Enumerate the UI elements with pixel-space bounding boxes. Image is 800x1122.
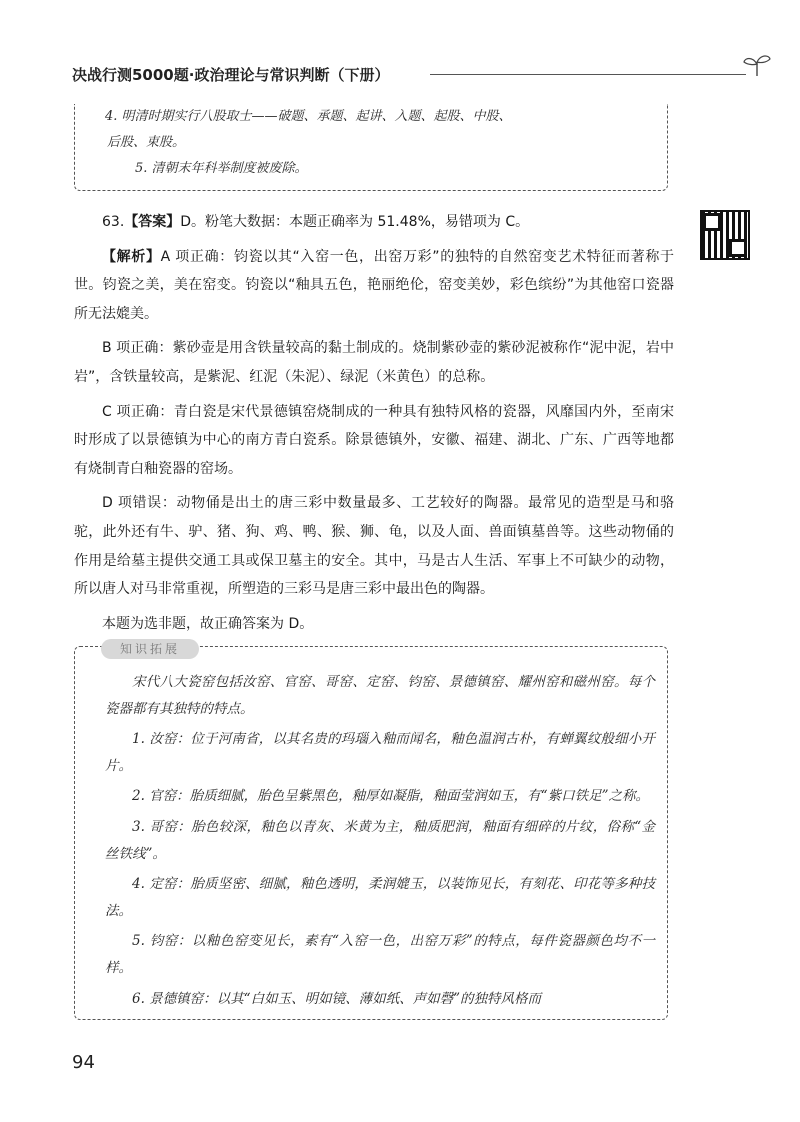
knowledge-badge: 知识拓展 bbox=[101, 639, 199, 659]
knowledge-paragraph: 4. 定窑：胎质坚密、细腻，釉色透明，柔润媲玉，以装饰见长，有刻花、印花等多种技法。 bbox=[105, 876, 655, 919]
page-number: 94 bbox=[72, 1052, 95, 1073]
top-box-line: 后股、束股。 bbox=[107, 135, 186, 150]
knowledge-paragraph: 3. 哥窑：胎色较深，釉色以青灰、米黄为主，釉质肥润，釉面有细碎的片纹，俗称“金丝铁线”。 bbox=[105, 818, 655, 862]
qr-code[interactable] bbox=[700, 210, 750, 260]
answer-line bbox=[74, 208, 674, 237]
knowledge-paragraph: 5. 钧窑：以釉色窑变见长，素有“入窑一色，出窑万彩”的特点，每件瓷器颜色均不一样。 bbox=[105, 933, 655, 976]
conclusion-paragraph: 本题为选非题，故正确答案为 D。 bbox=[102, 615, 314, 632]
top-box-line: 4. 明清时期实行八股取士——破题、承题、起讲、入题、起股、中股、 bbox=[105, 109, 512, 124]
knowledge-paragraph: 2. 官窑：胎质细腻，胎色呈紫黑色，釉厚如凝脂，釉面莹润如玉，有“紫口铁足”之称。 bbox=[132, 788, 649, 805]
header-title: 决战行测5000题·政治理论与常识判断（下册） bbox=[72, 66, 390, 84]
top-notes-box bbox=[74, 104, 668, 191]
knowledge-paragraph: 宋代八大瓷窑包括汝窑、官窑、哥窑、定窑、钧窑、景德镇窑、耀州窑和磁州窑。每个瓷器都有其独特的特点。 bbox=[105, 674, 655, 717]
analysis-text: A 项正确：钧瓷以其“入窑一色，出窑万彩”的独特的自然窑变艺术特征而著称于世。钧瓷之美，美在窑变。钧瓷以“釉具五色，艳丽绝伦，窑变美妙，彩色缤纷”为其他窑口瓷器所无法媲美。 bbox=[74, 248, 675, 322]
question-number: 63. bbox=[102, 214, 125, 230]
answer-text: D。粉笔大数据：本题正确率为 51.48%，易错项为 C。 bbox=[180, 214, 530, 230]
analysis-paragraph: B 项正确：紫砂壶是用含铁量较高的黏土制成的。烧制紫砂壶的紫砂泥被称作“泥中泥，岩中岩”，含铁量较高，是紫泥、红泥（朱泥）、绿泥（米黄色）的总称。 bbox=[74, 340, 674, 385]
knowledge-paragraph: 1. 汝窑：位于河南省，以其名贵的玛瑙入釉而闻名，釉色温润古朴，有蝉翼纹般细小开片。 bbox=[105, 731, 655, 774]
sprout-icon bbox=[742, 52, 772, 78]
analysis-paragraph bbox=[74, 243, 674, 329]
knowledge-content bbox=[105, 669, 655, 1016]
answer-section bbox=[74, 208, 674, 644]
analysis-tag: 【解析】 bbox=[102, 248, 161, 265]
page-header bbox=[72, 62, 772, 88]
header-rule bbox=[430, 74, 746, 75]
knowledge-paragraph: 6. 景德镇窑：以其“白如玉、明如镜、薄如纸、声如磬”的独特风格而 bbox=[132, 990, 541, 1007]
knowledge-box bbox=[74, 642, 668, 1020]
answer-tag: 【答案】 bbox=[124, 214, 181, 230]
analysis-paragraph: D 项错误：动物俑是出土的唐三彩中数量最多、工艺较好的陶器。最常见的造型是马和骆驼，此外还有牛、驴、猪、狗、鸡、鸭、猴、狮、龟，以及人面、兽面镇墓兽等。这些动物俑的作用是给墓主提供交通工具或保卫墓主的安全。其中，马是古人生活、军事上不可缺少的动物，所以唐人对马非常重视，所塑造的三彩马是唐三彩中最出色的陶器。 bbox=[74, 495, 674, 598]
top-box-line: 5. 清朝末年科举制度被废除。 bbox=[135, 161, 308, 176]
analysis-paragraph: C 项正确：青白瓷是宋代景德镇窑烧制成的一种具有独特风格的瓷器，风靡国内外，至南宋时形成了以景德镇为中心的南方青白瓷系。除景德镇外，安徽、福建、湖北、广东、广西等地都有烧制青白釉瓷器的窑场。 bbox=[74, 403, 674, 477]
